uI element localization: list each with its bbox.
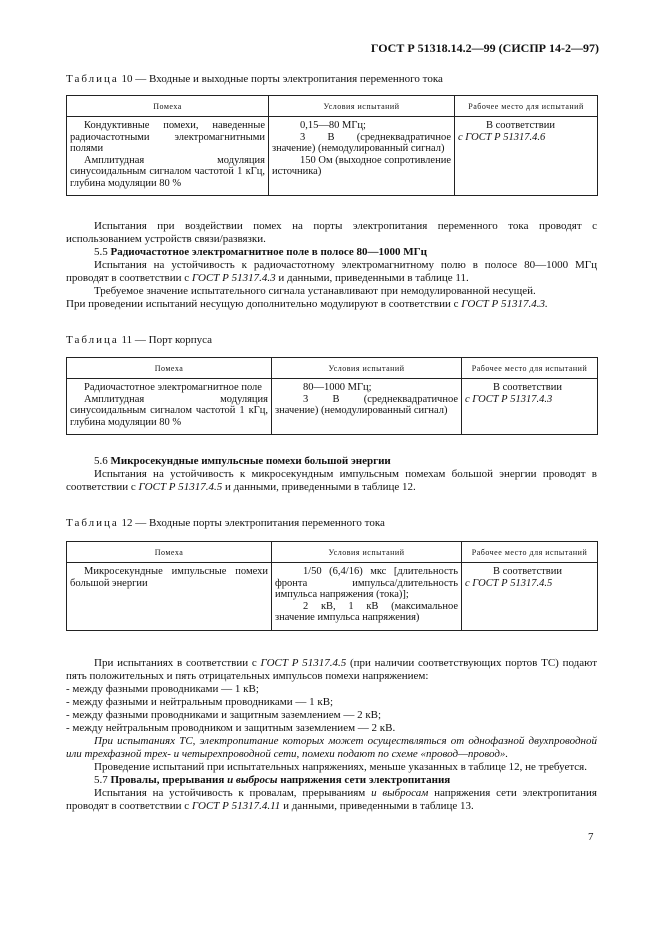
cell-line: 150 Ом (выходное сопротивление источника) [272,154,451,177]
column-header: Помеха [67,358,272,379]
section-heading [66,455,597,468]
table-10-label: Таблица [66,73,119,85]
section-title: Провалы, прерывания [110,774,225,786]
section-title: Радиочастотное электромагнитное поле в полосе 80—1000 МГц [110,246,427,258]
list-item: - между фазными проводниками — 1 кВ; [66,683,259,695]
cell-line: Микросекундные импульсные помехи большой энергии [70,566,268,589]
paragraph: Проведение испытаний при испытательных напряжениях, меньше указанных в таблице 12, не требуется. [94,761,587,773]
paragraph [66,657,597,683]
text: и данными, приведенными в таблице 13. [283,800,474,812]
table-header-row [67,542,598,563]
standard-reference: ГОСТ Р 51317.4.11 [191,800,281,812]
cell-line: 80—1000 МГц; [303,382,372,393]
table-12 [66,541,598,631]
text: Испытания на устойчивость к провалам, прерываниям [94,787,366,799]
standard-reference: ГОСТ Р 51317.4.5 [138,481,223,493]
table-cell-workplace [455,117,598,196]
cell-line: с ГОСТ Р 51317.4.5 [465,577,553,589]
cell-line: В соответствии [493,566,562,577]
cell-line: 1/50 (6,4/16) мкс [длительность фронта импульса/длительность импульса напряжения (тока)]; [275,566,458,600]
table-12-caption [66,517,385,530]
cell-line: 0,15—80 МГц; [300,120,366,131]
section-title-italic: и выбросы [227,774,278,786]
cell-line: Кондуктивные помехи, наведенные радиочастотными электромагнитными полями [70,120,265,154]
table-10-caption [66,73,443,86]
list-item: - между фазными и нейтральным проводниками — 1 кВ; [66,696,334,708]
table-cell-disturbance [67,563,272,631]
table-cell-workplace [462,379,598,435]
cell-line: 3 В (среднеквадратичное значение) (немодулированный сигнал) [272,131,451,154]
paragraph [66,787,597,813]
table-10 [66,95,598,196]
text: При испытаниях в соответствии с [94,657,257,669]
table-10-caption-text: 10 — Входные и выходные порты электропитания переменного тока [121,73,443,85]
column-header: Условия испытаний [272,358,462,379]
table-12-caption-text: 12 — Входные порты электропитания переменного тока [121,517,385,529]
table-row [67,117,598,196]
cell-line: Амплитудная модуляция синусоидальным сигналом частотой 1 кГц, глубина модуляции 80 % [70,393,268,428]
section-number: 5.5 [94,246,108,258]
table-cell-conditions [272,563,462,631]
section-heading [66,246,597,259]
table-row [67,379,598,435]
list-item: - между нейтральным проводником и защитным заземлением — 2 кВ. [66,722,396,734]
cell-line: В соответствии [493,382,562,393]
table-cell-conditions [269,117,455,196]
italic-note: При испытаниях ТС, электропитание которых может осуществляться от однофазной двухпроводной или трехфазной трех- и четырехпроводной сети, помехи подают по схеме «провод—провод». [66,735,597,760]
table-11-caption-text: 11 — Порт корпуса [121,334,213,346]
standard-reference: ГОСТ Р 51317.4.5 [260,657,347,669]
section-heading [66,774,597,787]
cell-line: с ГОСТ Р 51317.4.6 [458,131,546,143]
running-header: ГОСТ Р 51318.14.2—99 (СИСПР 14-2—97) [370,41,599,55]
table-cell-disturbance [67,379,272,435]
cell-line: Радиочастотное электромагнитное поле [84,382,262,393]
text: и данными, приведенными в таблице 12. [225,481,416,493]
cell-line: 3 В (среднеквадратичное значение) (немодулированный сигнал) [275,393,458,416]
paragraph-ac-ports [66,220,597,246]
cell-line: 2 кВ, 1 кВ (максимальное значение импульса напряжения) [275,600,458,623]
table-11-label: Таблица [66,334,119,346]
table-header-row [67,358,598,379]
section-title: напряжения сети электропитания [280,774,451,786]
table-11 [66,357,598,435]
text-italic: и выбросам [371,787,429,799]
column-header: Рабочее место для испытаний [462,542,598,563]
section-title: Микросекундные импульсные помехи большой энергии [110,455,391,467]
column-header: Помеха [67,96,269,117]
cell-line: с ГОСТ Р 51317.4.3 [465,393,553,405]
column-header: Рабочее место для испытаний [462,358,598,379]
page-number: 7 [588,831,594,843]
list-item: - между фазными проводниками и защитным заземлением — 2 кВ; [66,709,382,721]
text: При проведении испытаний несущую дополнительно модулируют в соответствии с [66,298,459,310]
text: Испытания на устойчивость к микросекундным импульсным помехам большой энергии проводят в соответствии с [66,468,597,493]
table-12-label: Таблица [66,517,119,529]
table-cell-conditions [272,379,462,435]
table-row [67,563,598,631]
cell-line: Амплитудная модуляция синусоидальным сигналом частотой 1 кГц, глубина модуляции 80 % [70,154,265,189]
section-5-6-details [66,657,597,813]
paragraph [66,259,597,285]
paragraph: Требуемое значение испытательного сигнала устанавливают при немодулированной несущей. [94,285,536,297]
table-11-caption [66,334,212,347]
paragraph-text: Испытания при воздействии помех на порты электропитания переменного тока проводят с использованием устройств связи/развязки. [66,220,597,245]
section-5-5 [66,246,597,311]
paragraph [66,298,597,311]
section-number: 5.6 [94,455,108,467]
column-header: Условия испытаний [269,96,455,117]
text: и данными, приведенными в таблице 11. [278,272,469,284]
column-header: Условия испытаний [272,542,462,563]
text: напряжения сети электропитания проводят в соответствии с [66,787,597,812]
standard-reference: ГОСТ Р 51317.4.3 [191,272,276,284]
cell-line: В соответствии [486,120,555,131]
table-cell-workplace [462,563,598,631]
section-5-6 [66,455,597,494]
standard-reference: ГОСТ Р 51317.4.3. [461,298,548,310]
text: Испытания на устойчивость к радиочастотному электромагнитному полю в полосе 80—1000 МГц проводят в соответствии с [66,259,597,284]
column-header: Рабочее место для испытаний [455,96,598,117]
table-cell-disturbance [67,117,269,196]
column-header: Помеха [67,542,272,563]
text: (при наличии соответствующих портов ТС) подают пять положительных и пять отрицательных импульсов помехи напряжением: [66,657,598,682]
paragraph [66,468,597,494]
table-header-row [67,96,598,117]
section-number: 5.7 [94,774,108,786]
